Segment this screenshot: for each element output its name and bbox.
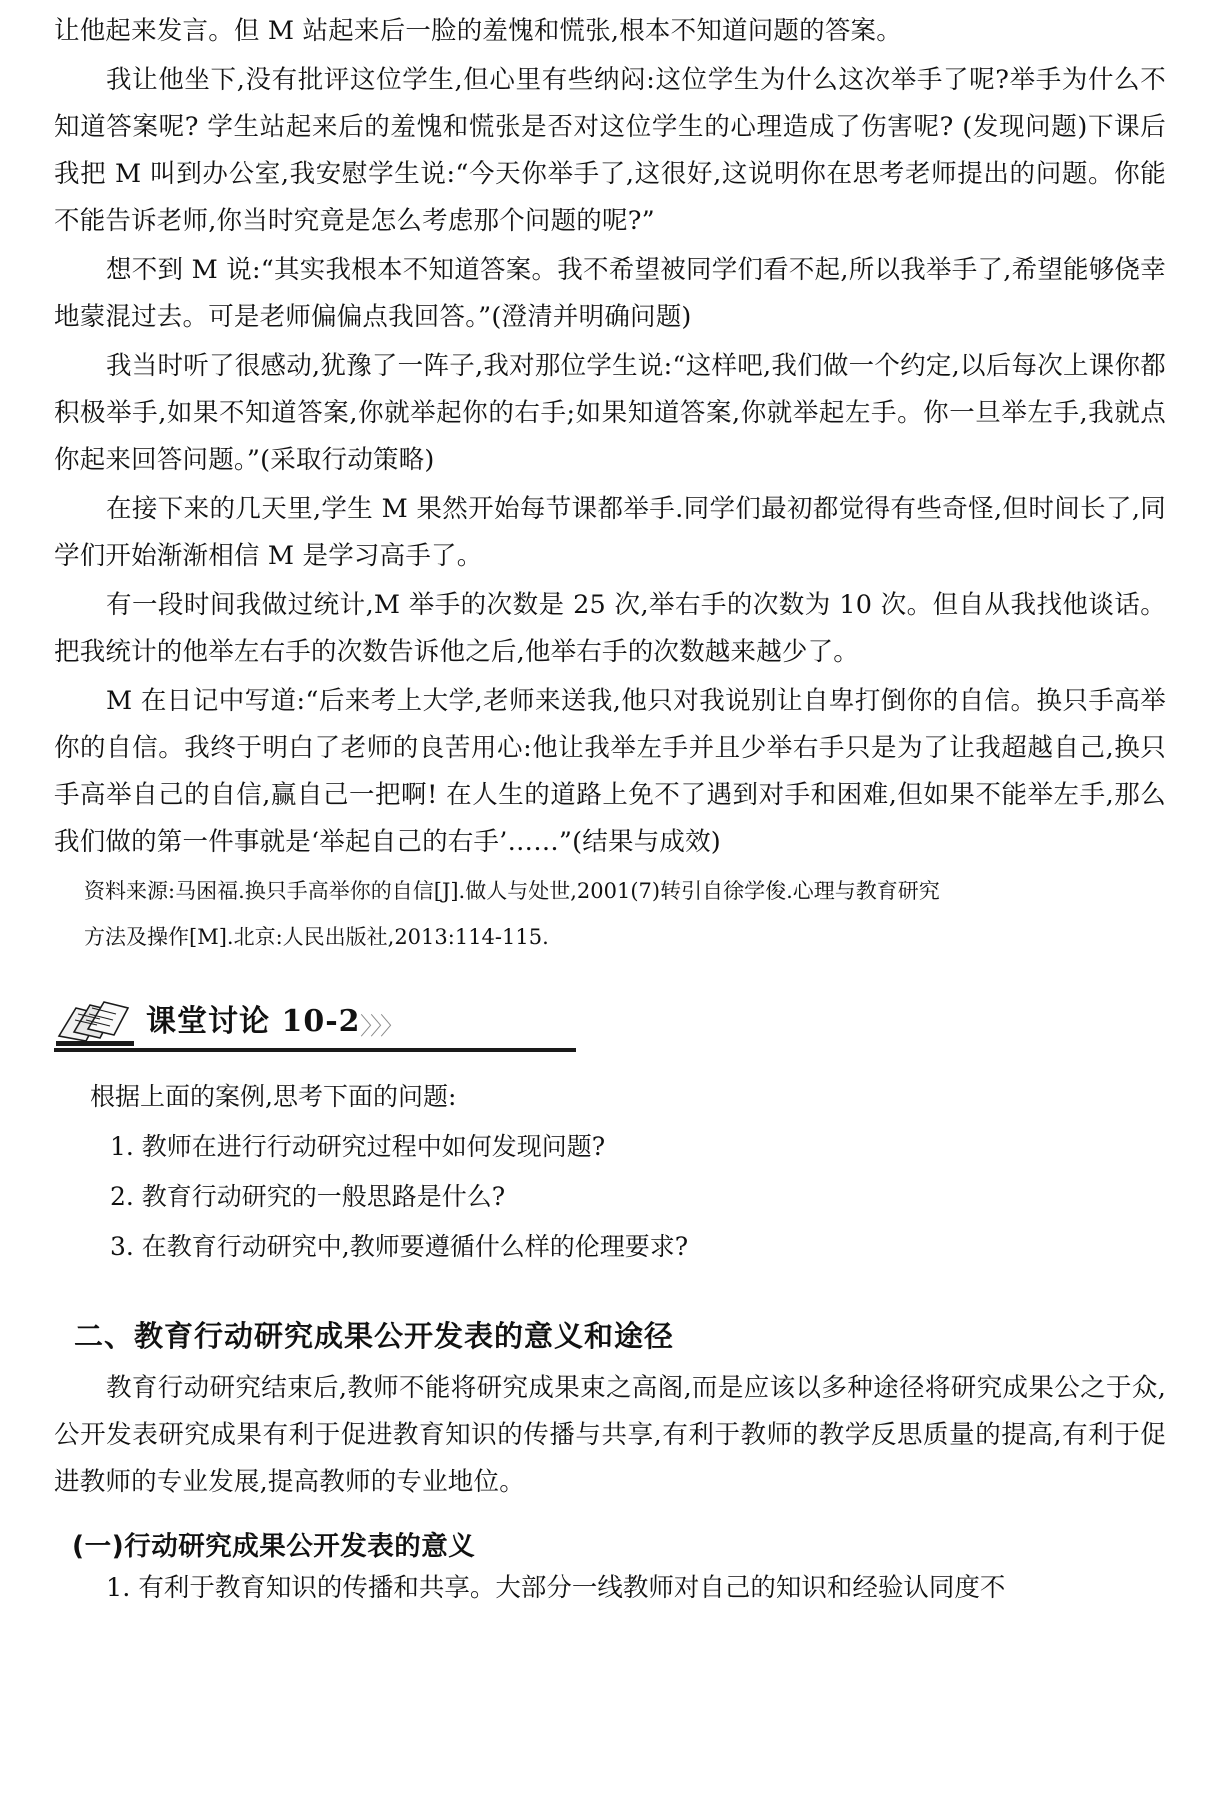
- books-icon: [56, 996, 134, 1046]
- discussion-question-1: 1. 教师在进行行动研究过程中如何发现问题?: [110, 1132, 606, 1161]
- paragraph-1: 让他起来发言。但 M 站起来后一脸的羞愧和慌张,根本不知道问题的答案。: [54, 16, 902, 46]
- discussion-header: [54, 992, 1166, 1058]
- paragraph-4: 我当时听了很感动,犹豫了一阵子,我对那位学生说:“这样吧,我们做一个约定,以后每次上课你都积极举手,如果不知道答案,你就举起你的右手;如果知道答案,你就举起左手。你一旦举左手,我就点你起来回答问题。”(采取行动策略): [54, 351, 1166, 475]
- discussion-question-3: 3. 在教育行动研究中,教师要遵循什么样的伦理要求?: [110, 1232, 689, 1261]
- discussion-intro: 根据上面的案例,思考下面的问题:: [90, 1082, 457, 1111]
- chevron-right-icon: 〉〉〉: [360, 1012, 402, 1040]
- discussion-body: [54, 1074, 1166, 1270]
- paragraph-5: 在接下来的几天里,学生 M 果然开始每节课都举手.同学们最初都觉得有些奇怪,但时间长了,同学们开始渐渐相信 M 是学习高手了。: [54, 494, 1166, 571]
- discussion-question-2: 2. 教育行动研究的一般思路是什么?: [110, 1182, 506, 1211]
- section-paragraph: 教育行动研究结束后,教师不能将研究成果束之高阁,而是应该以多种途径将研究成果公之于众,公开发表研究成果有利于促进教育知识的传播与共享,有利于教师的教学反思质量的提高,有利于促进教师的专业发展,提高教师的专业地位。: [54, 1373, 1166, 1497]
- section-heading: 二、教育行动研究成果公开发表的意义和途径: [74, 1319, 675, 1353]
- paragraph-2: 我让他坐下,没有批评这位学生,但心里有些纳闷:这位学生为什么这次举手了呢?举手为什么不知道答案呢? 学生站起来后的羞愧和慌张是否对这位学生的心理造成了伤害呢? (发现问题)下课后我把 M 叫到办公室,我安慰学生说:“今天你举手了,这很好,这说明你在思考老师提出的问题。你能不能告诉老师,你当时究竟是怎么考虑那个问题的呢?”: [54, 65, 1166, 236]
- discussion-divider: [54, 1048, 576, 1052]
- source-line-1: 资料来源:马困福.换只手高举你的自信[J].做人与处世,2001(7)转引自徐学俊.心理与教育研究: [84, 879, 940, 903]
- subsection-heading: (一)行动研究成果公开发表的意义: [72, 1531, 476, 1562]
- paragraph-7: M 在日记中写道:“后来考上大学,老师来送我,他只对我说别让自卑打倒你的自信。换只手高举你的自信。我终于明白了老师的良苦用心:他让我举左手并且少举右手只是为了让我超越自己,换只手高举自己的自信,赢自己一把啊! 在人生的道路上免不了遇到对手和困难,但如果不能举左手,那么我们做的第一件事就是‘举起自己的右手’……”(结果与成效): [54, 686, 1166, 857]
- paragraph-6: 有一段时间我做过统计,M 举手的次数是 25 次,举右手的次数为 10 次。但自从我找他谈话。把我统计的他举左右手的次数告诉他之后,他举右手的次数越来越少了。: [54, 590, 1166, 667]
- source-line-2: 方法及操作[M].北京:人民出版社,2013:114-115.: [84, 925, 549, 949]
- paragraph-3: 想不到 M 说:“其实我根本不知道答案。我不希望被同学们看不起,所以我举手了,希望能够侥幸地蒙混过去。可是老师偏偏点我回答。”(澄清并明确问题): [54, 255, 1166, 332]
- list-item: 1. 有利于教育知识的传播和共享。大部分一线教师对自己的知识和经验认同度不: [106, 1573, 1006, 1603]
- discussion-title: 课堂讨论 10-2: [146, 1004, 361, 1039]
